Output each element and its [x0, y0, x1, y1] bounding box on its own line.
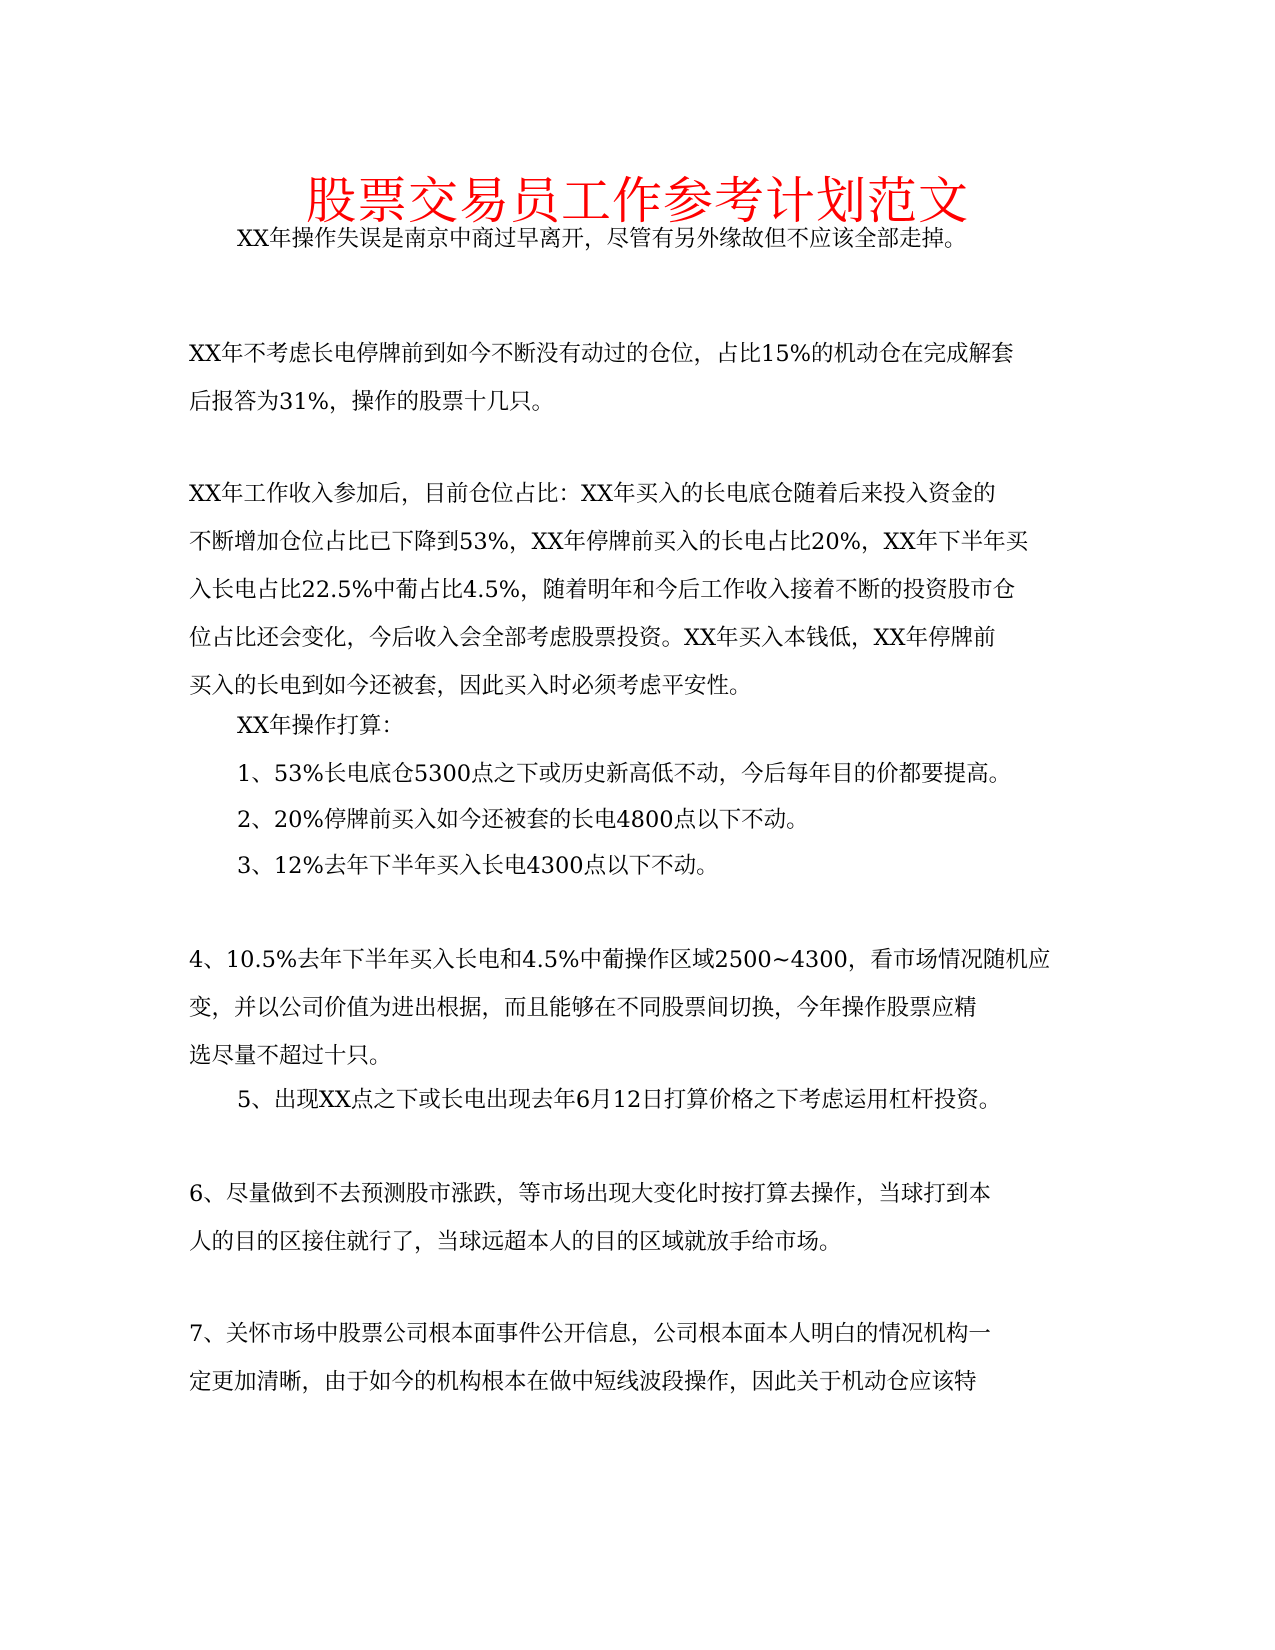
paragraph-line: 变，并以公司价值为进出根据，而且能够在不同股票间切换，今年操作股票应精	[189, 995, 977, 1021]
paragraph	[189, 215, 1135, 263]
paragraph	[189, 470, 1087, 710]
paragraph-line: 入长电占比22.5%中葡占比4.5%，随着明年和今后工作收入接着不断的投资股市仓	[189, 577, 1016, 603]
paragraph-line: 定更加清晰，由于如今的机构根本在做中短线波段操作，因此关于机动仓应该特	[189, 1369, 977, 1395]
paragraph	[189, 936, 1087, 1080]
paragraph	[189, 1170, 1087, 1266]
paragraph	[189, 330, 1087, 426]
paragraph-line: 4、10.5%去年下半年买入长电和4.5%中葡操作区域2500~4300，看市场情况随机应	[189, 947, 1051, 973]
paragraph-line: 后报答为31%，操作的股票十几只。	[189, 389, 555, 415]
paragraph-line: XX年工作收入参加后，目前仓位占比：XX年买入的长电底仓随着后来投入资金的	[189, 481, 996, 507]
paragraph-line: 不断增加仓位占比已下降到53%，XX年停牌前买入的长电占比20%，XX年下半年买	[189, 529, 1029, 555]
paragraph-line: 3、12%去年下半年买入长电4300点以下不动。	[237, 853, 719, 879]
paragraph-line: 位占比还会变化，今后收入会全部考虑股票投资。XX年买入本钱低，XX年停牌前	[189, 625, 996, 651]
paragraph-line: XX年操作打算：	[237, 713, 405, 739]
paragraph	[189, 796, 1135, 844]
paragraph-line: 7、关怀市场中股票公司根本面事件公开信息，公司根本面本人明白的情况机构一	[189, 1321, 991, 1347]
paragraph-line: 选尽量不超过十只。	[189, 1043, 392, 1069]
paragraph	[189, 1076, 1135, 1124]
paragraph	[189, 842, 1135, 890]
paragraph-line: 人的目的区接住就行了，当球远超本人的目的区域就放手给市场。	[189, 1229, 842, 1255]
paragraph-line: 2、20%停牌前买入如今还被套的长电4800点以下不动。	[237, 807, 809, 833]
paragraph	[189, 750, 1135, 798]
paragraph-line: 6、尽量做到不去预测股市涨跌，等市场出现大变化时按打算去操作，当球打到本	[189, 1181, 991, 1207]
paragraph-line: 5、出现XX点之下或长电出现去年6月12日打算价格之下考虑运用杠杆投资。	[237, 1087, 1002, 1113]
paragraph	[189, 702, 1135, 750]
paragraph-line: 买入的长电到如今还被套，因此买入时必须考虑平安性。	[189, 673, 752, 699]
paragraph-line: 1、53%长电底仓5300点之下或历史新高低不动，今后每年目的价都要提高。	[237, 761, 1012, 787]
paragraph-line: XX年不考虑长电停牌前到如今不断没有动过的仓位，占比15%的机动仓在完成解套	[189, 341, 1014, 367]
paragraph	[189, 1310, 1087, 1406]
paragraph-line: XX年操作失误是南京中商过早离开，尽管有另外缘故但不应该全部走掉。	[237, 226, 967, 252]
document-title: 股票交易员工作参考计划范文	[306, 172, 969, 230]
